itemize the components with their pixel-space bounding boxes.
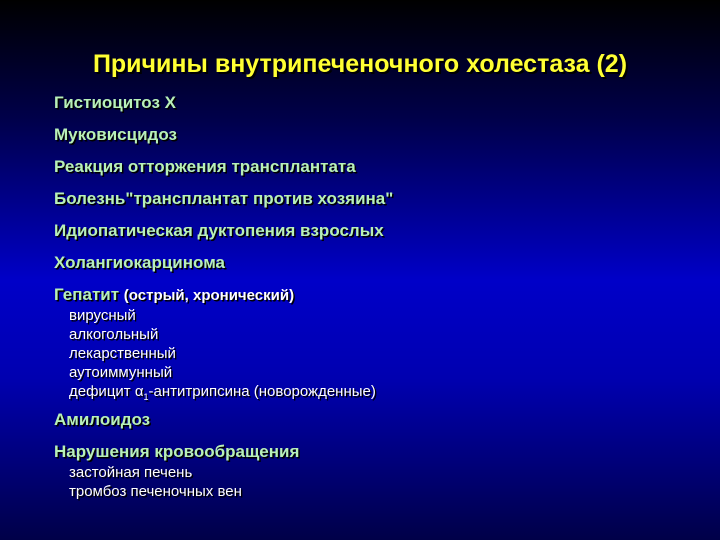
deficit-subscript: 1: [143, 392, 149, 402]
list-item-mucoviscidosis: Муковисцидоз: [54, 125, 177, 144]
sub-item-congestive-liver: застойная печень: [69, 464, 193, 481]
sub-item-antitrypsin-deficiency: [54, 382, 694, 401]
list-item-cholangiocarcinoma: Холангиокарцинома: [54, 253, 225, 272]
sub-item-viral: вирусный: [69, 307, 136, 324]
hepatitis-label: Гепатит: [54, 285, 120, 304]
list-item-ductopenia: Идиопатическая дуктопения взрослых: [54, 221, 384, 240]
sub-item-alcoholic: алкогольный: [69, 326, 159, 343]
causes-list: [54, 92, 694, 501]
list-item-amyloidosis: Амилоидоз: [54, 410, 151, 429]
slide-title: Причины внутрипеченочного холестаза (2): [92, 50, 628, 78]
list-item-circulation: Нарушения кровообращения: [54, 442, 300, 461]
list-item-transplant-rejection: Реакция отторжения трансплантата: [54, 157, 356, 176]
list-item-hepatitis: [54, 284, 694, 306]
sub-item-hepatic-vein-thrombosis: тромбоз печеночных вен: [69, 483, 242, 500]
hepatitis-note: (острый, хронический): [123, 287, 295, 304]
list-item-graft-vs-host: Болезнь"трансплантат против хозяина": [54, 189, 394, 208]
deficit-prefix: дефицит α: [69, 383, 144, 400]
list-item-histiocytosis: Гистиоцитоз Х: [54, 93, 176, 112]
deficit-suffix: -антитрипсина (новорожденные): [148, 383, 376, 400]
sub-item-autoimmune: аутоиммунный: [69, 364, 173, 381]
sub-item-drug: лекарственный: [69, 345, 176, 362]
